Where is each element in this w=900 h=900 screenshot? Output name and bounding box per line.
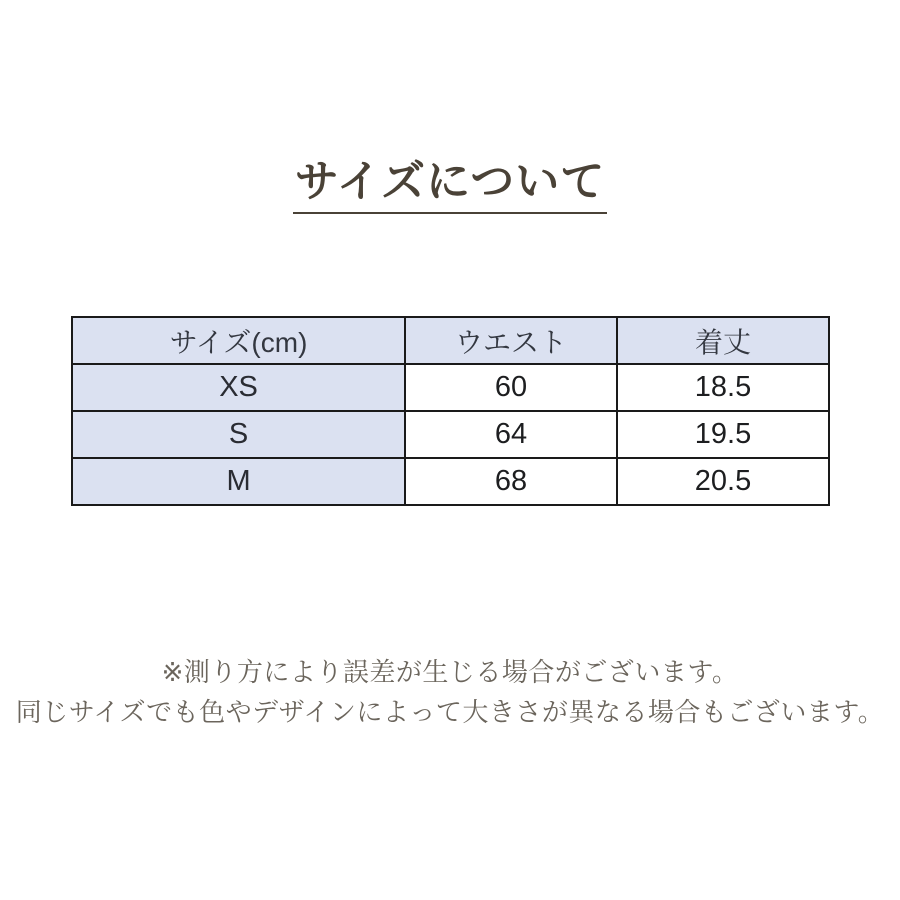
length-cell: 20.5: [617, 458, 829, 505]
size-table: [71, 316, 830, 506]
waist-cell: 68: [405, 458, 617, 505]
header-size: サイズ(cm): [72, 317, 405, 364]
size-cell: XS: [72, 364, 405, 411]
title-container: [0, 158, 900, 214]
waist-cell: 60: [405, 364, 617, 411]
page-title: サイズについて: [293, 158, 608, 214]
table-row-xs: [72, 364, 829, 411]
note-line-2: 同じサイズでも色やデザインによって大きさが異なる場合もございます。: [15, 697, 885, 727]
length-cell: 19.5: [617, 411, 829, 458]
disclaimer-notes: [0, 652, 900, 732]
table-header-row: [72, 317, 829, 364]
header-length: 着丈: [617, 317, 829, 364]
table-row-s: [72, 411, 829, 458]
length-cell: 18.5: [617, 364, 829, 411]
header-waist: ウエスト: [405, 317, 617, 364]
table-row-m: [72, 458, 829, 505]
note-line-1: ※測り方により誤差が生じる場合がございます。: [161, 657, 739, 687]
size-cell: M: [72, 458, 405, 505]
size-cell: S: [72, 411, 405, 458]
waist-cell: 64: [405, 411, 617, 458]
